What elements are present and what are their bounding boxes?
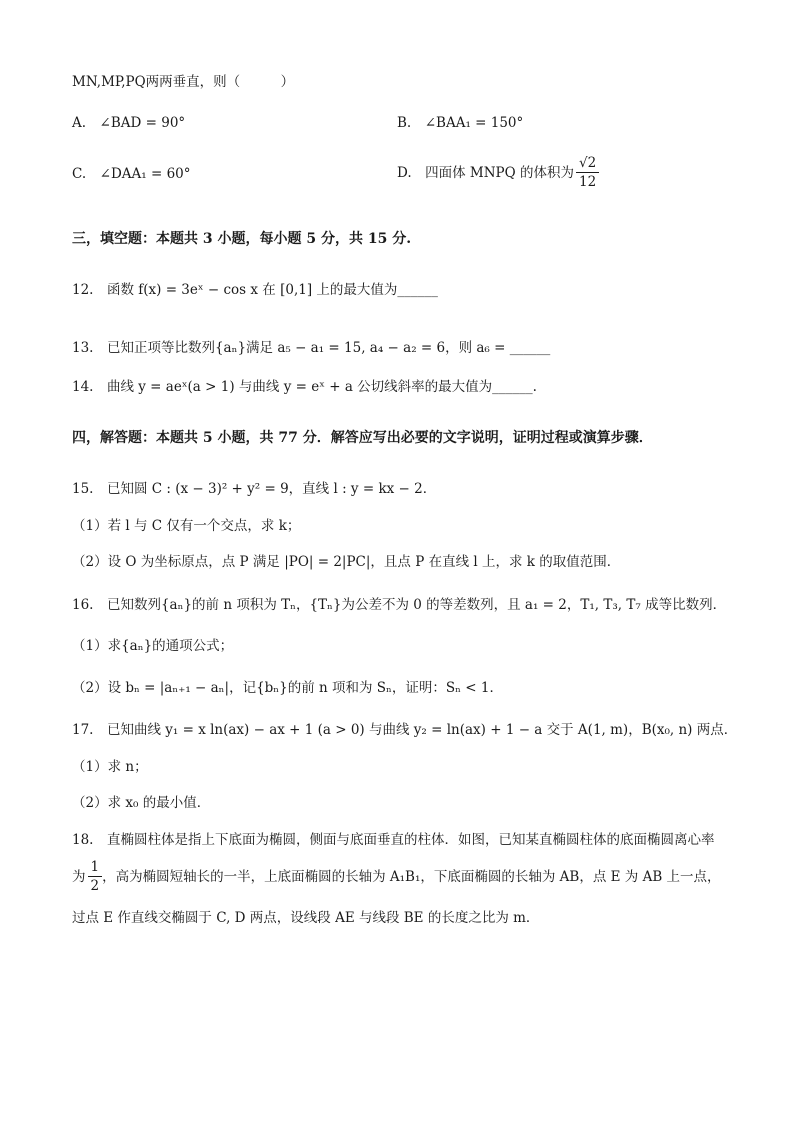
q11-option-d <box>397 154 599 191</box>
q11-option-d-numerator: √2 <box>576 154 599 173</box>
q18-line-1: 18. 直椭圆柱体是指上下底面为椭圆，侧面与底面垂直的柱体．如图，已知某直椭圆柱体的底面椭圆离心率 <box>72 832 715 848</box>
q18-fraction-numerator: 1 <box>88 858 103 877</box>
section-3-heading: 三，填空题：本题共 3 小题，每小题 5 分，共 15 分. <box>72 231 412 247</box>
q18-fraction-denominator: 2 <box>90 878 100 894</box>
q18-line-2-rest: ，高为椭圆短轴长的一半，上底面椭圆的长轴为 A₁B₁，下底面椭圆的长轴为 AB，点 E 为 AB 上一点， <box>102 868 721 885</box>
section-4-heading: 四，解答题：本题共 5 小题，共 77 分．解答应写出必要的文字说明，证明过程或演算步骤． <box>72 430 653 446</box>
q15-part-2: （2）设 O 为坐标原点，点 P 满足 |PO| = 2|PC|，且点 P 在直线 l 上，求 k 的取值范围． <box>72 554 621 570</box>
q16-stem: 16. 已知数列{aₙ}的前 n 项积为 Tₙ，{Tₙ}为公差不为 0 的等差数列，且 a₁ = 2，T₁, T₃, T₇ 成等比数列． <box>72 597 727 613</box>
q18-fraction <box>88 858 103 895</box>
q12-text: 12. 函数 f(x) = 3eˣ − cos x 在 [0,1] 上的最大值为______ <box>72 282 438 298</box>
q11-option-c: C. ∠DAA₁ = 60° <box>72 166 191 182</box>
q11-option-b: B. ∠BAA₁ = 150° <box>397 115 524 131</box>
q15-part-1: （1）若 l 与 C 仅有一个交点，求 k； <box>72 518 301 534</box>
q11-option-d-text: D. 四面体 MNPQ 的体积为 <box>397 164 575 181</box>
q13-text: 13. 已知正项等比数列{aₙ}满足 a₅ − a₁ = 15, a₄ − a₂ = 6，则 a₆ = ______ <box>72 340 551 356</box>
q16-part-2: （2）设 bₙ = |aₙ₊₁ − aₙ|，记{bₙ}的前 n 项和为 Sₙ，证明：Sₙ < 1． <box>72 680 503 696</box>
q11-option-d-fraction <box>576 154 599 191</box>
q14-text: 14. 曲线 y = aeˣ(a > 1) 与曲线 y = eˣ + a 公切线斜率的最大值为______. <box>72 379 537 395</box>
q17-part-2: （2）求 x₀ 的最小值． <box>72 795 211 811</box>
q18-line-2 <box>72 858 721 895</box>
q17-part-1: （1）求 n； <box>72 759 148 775</box>
q11-stem: MN,MP,PQ两两垂直，则（ ） <box>72 74 295 90</box>
q11-option-a: A. ∠BAD = 90° <box>72 115 186 131</box>
q11-option-d-denominator: 12 <box>579 174 597 190</box>
q18-line-3: 过点 E 作直线交椭圆于 C, D 两点，设线段 AE 与线段 BE 的长度之比为 m． <box>72 910 540 926</box>
q17-stem: 17. 已知曲线 y₁ = x ln(ax) − ax + 1 (a > 0) 与曲线 y₂ = ln(ax) + 1 − a 交于 A(1, m)，B(x₀, n) 两点． <box>72 722 738 738</box>
q16-part-1: （1）求{aₙ}的通项公式； <box>72 638 234 654</box>
q15-stem: 15. 已知圆 C : (x − 3)² + y² = 9，直线 l : y = kx − 2． <box>72 481 437 497</box>
q18-line-2-prefix: 为 <box>72 868 86 885</box>
